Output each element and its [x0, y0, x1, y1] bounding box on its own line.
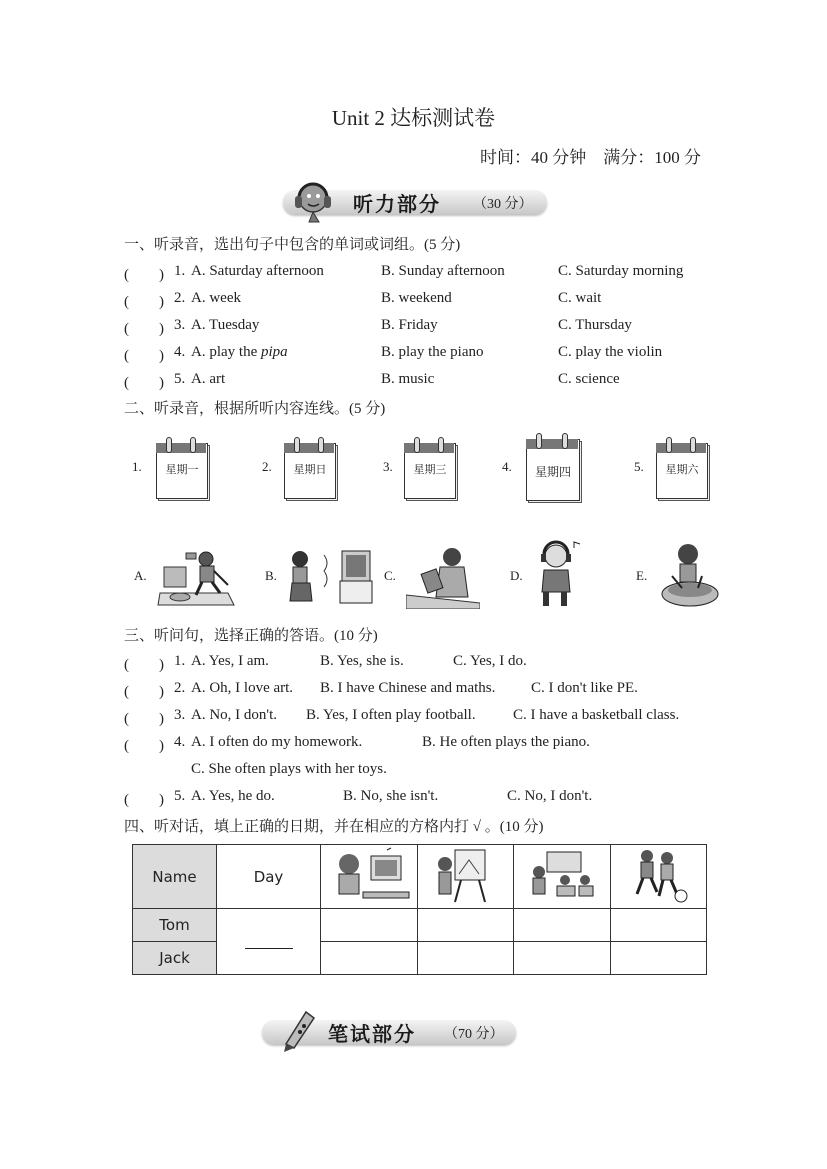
answer-paren[interactable]: ( ) [124, 792, 164, 808]
calendar-label: 星期三 [413, 463, 447, 476]
question-number: 3. [174, 317, 186, 333]
calendar-label: 星期日 [293, 463, 327, 476]
option-b: B. Sunday afternoon [381, 263, 505, 279]
calendar-label: 星期六 [665, 463, 699, 476]
section2-title: 二、听录音，根据所听内容连线。(5 分) [124, 401, 386, 417]
option-a: A. No, I don't. [191, 707, 278, 723]
question-number: 1. [174, 653, 186, 669]
headphones-icon [291, 178, 339, 224]
header-name: Name [133, 845, 217, 909]
check-cell[interactable] [321, 909, 418, 942]
option-a [191, 371, 225, 388]
answer-paren[interactable]: ( ) [124, 321, 164, 337]
listening-banner [283, 184, 547, 218]
calendar-number: 2. [262, 459, 272, 474]
option-b: B. music [381, 371, 435, 387]
picture-letter: B. [265, 568, 277, 583]
class-icon [527, 846, 597, 904]
header-computer [321, 845, 418, 909]
answer-table [132, 844, 707, 975]
section1-title: 一、听录音，选出句子中包含的单词或词组。(5 分) [124, 237, 461, 253]
option-c: C. play the violin [558, 344, 663, 360]
page-title: Unit 2 达标测试卷 [331, 106, 496, 130]
option-b: B. weekend [381, 290, 452, 306]
answer-paren[interactable]: ( ) [124, 348, 164, 364]
question-number: 3. [174, 707, 186, 723]
option-c: C. Thursday [558, 317, 632, 333]
picture-letter: E. [636, 568, 648, 583]
option-c: C. I have a basketball class. [513, 707, 680, 723]
listening-score: （30 分） [473, 197, 533, 212]
check-cell[interactable] [321, 942, 418, 975]
question-number: 1. [174, 263, 186, 279]
boy-listening-music-icon [530, 540, 584, 610]
calendar-5 [656, 437, 708, 499]
writing-banner [262, 1014, 516, 1048]
calendar-4 [526, 433, 580, 501]
calendar-3 [404, 437, 456, 499]
answer-paren[interactable]: ( ) [124, 375, 164, 391]
writing-title: 笔试部分 [328, 1022, 416, 1046]
question-number: 5. [174, 788, 186, 804]
check-cell[interactable] [611, 909, 707, 942]
calendar-2 [284, 437, 336, 499]
option-b: B. No, she isn't. [343, 788, 439, 804]
calendar-number: 3. [383, 459, 393, 474]
option-a-text: A. Saturday afternoon [191, 263, 324, 279]
option-c: C. I don't like PE. [531, 680, 638, 696]
calendar-1 [156, 437, 208, 499]
child-watching-tv-icon [284, 545, 378, 607]
painting-icon [431, 846, 501, 904]
football-icon [627, 846, 691, 904]
picture-letter: A. [134, 568, 147, 583]
girl-reading-icon [406, 545, 480, 609]
time-score-info: 时间：40 分钟 满分：100 分 [480, 148, 701, 167]
option-b: B. Yes, I often play football. [306, 707, 476, 723]
name-jack: Jack [133, 942, 217, 975]
question-number: 4. [174, 734, 186, 750]
header-football [611, 845, 707, 909]
header-painting [418, 845, 514, 909]
calendar-number: 1. [132, 459, 142, 474]
answer-paren[interactable]: ( ) [124, 711, 164, 727]
option-a-text: A. week [191, 290, 241, 306]
option-b: B. Friday [381, 317, 438, 333]
section3-title: 三、听问句，选择正确的答语。(10 分) [124, 628, 378, 644]
check-cell[interactable] [514, 909, 611, 942]
computer-icon [327, 846, 411, 904]
calendar-label: 星期四 [534, 465, 571, 479]
option-a [191, 263, 324, 280]
boy-cleaning-room-icon [156, 545, 236, 607]
header-day: Day [217, 845, 321, 909]
option-c: C. Saturday morning [558, 263, 684, 279]
day-blank[interactable] [217, 909, 321, 975]
question-number: 4. [174, 344, 186, 360]
answer-paren[interactable]: ( ) [124, 267, 164, 283]
option-b: B. Yes, she is. [320, 653, 404, 669]
option-a: A. Yes, I am. [191, 653, 269, 669]
listening-title: 听力部分 [353, 192, 441, 216]
answer-paren[interactable]: ( ) [124, 294, 164, 310]
option-a-text: A. art [191, 371, 226, 387]
pencil-icon [276, 1006, 320, 1052]
answer-paren[interactable]: ( ) [124, 738, 164, 754]
option-b: B. play the piano [381, 344, 484, 360]
name-tom: Tom [133, 909, 217, 942]
option-a: A. I often do my homework. [191, 734, 363, 750]
writing-score: （70 分） [444, 1027, 504, 1042]
girl-washing-clothes-icon [658, 540, 724, 610]
question-number: 2. [174, 680, 186, 696]
check-cell[interactable] [514, 942, 611, 975]
section4-title: 四、听对话，填上正确的日期，并在相应的方格内打 √ 。(10 分) [124, 819, 544, 835]
header-class [514, 845, 611, 909]
option-b: B. He often plays the piano. [422, 734, 590, 750]
option-a-text: A. play the [191, 344, 261, 360]
option-c: C. No, I don't. [507, 788, 593, 804]
option-c: C. Yes, I do. [453, 653, 527, 669]
question-number: 2. [174, 290, 186, 306]
option-a [191, 290, 241, 307]
option-a: A. Oh, I love art. [191, 680, 294, 696]
picture-letter: C. [384, 568, 396, 583]
option-a [191, 344, 288, 361]
answer-paren[interactable]: ( ) [124, 684, 164, 700]
check-cell[interactable] [418, 909, 514, 942]
answer-paren[interactable]: ( ) [124, 657, 164, 673]
option-a [191, 317, 259, 334]
option-a-text: A. Tuesday [191, 317, 260, 333]
picture-letter: D. [510, 568, 523, 583]
check-cell[interactable] [611, 942, 707, 975]
option-c: C. wait [558, 290, 602, 306]
option-a: A. Yes, he do. [191, 788, 275, 804]
calendar-number: 4. [502, 459, 512, 474]
option-c: C. science [558, 371, 620, 387]
calendar-number: 5. [634, 459, 644, 474]
option-b: B. I have Chinese and maths. [320, 680, 496, 696]
question-number: 5. [174, 371, 186, 387]
calendar-label: 星期一 [165, 463, 199, 476]
option-a-em: pipa [260, 344, 288, 360]
option-c: C. She often plays with her toys. [191, 761, 387, 777]
check-cell[interactable] [418, 942, 514, 975]
